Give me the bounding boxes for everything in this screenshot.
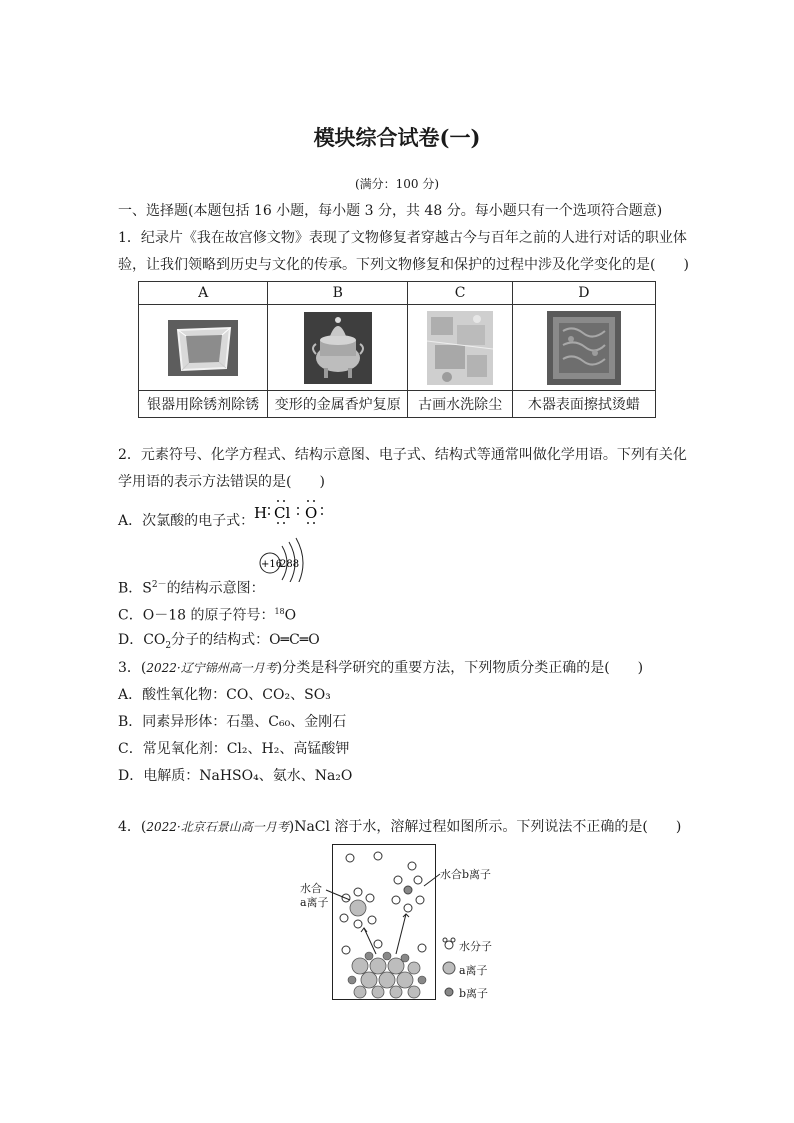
sulfide-structure-diagram [252,536,312,582]
nacl-dissolution-diagram [332,844,436,1000]
q1-image-b-cell [268,305,408,391]
q1-label-d: 木器表面擦拭烫蜡 [512,391,655,418]
legend-water-label: 水分子 [459,940,492,953]
q3-option-b: B．同素异形体：石墨、C₆₀、金刚石 [118,714,347,730]
q3-option-c: C．常见氧化剂：Cl₂、H₂、高锰酸钾 [118,741,350,757]
carved-wood-photo [547,311,621,385]
silver-box-photo [168,320,238,376]
q2-stem-line2: 学用语的表示方法错误的是( ) [118,474,325,490]
crystal-lattice [352,958,420,998]
q1-image-d-cell [512,305,655,391]
hydrated-a-label-1: 水合 [300,882,322,895]
q1-header-d: D [512,282,655,305]
formula-cl: Cl [274,504,291,522]
hydrated-a-label-2: a离子 [300,896,329,909]
q1-header-b: B [268,282,408,305]
q1-header-c: C [408,282,513,305]
formula-o: O [305,504,318,522]
shell-electrons: 288 [280,559,300,570]
q3-stem: 3．(2022·辽宁锦州高一月考)分类是科学研究的重要方法，下列物质分类正确的是( ) [118,660,644,676]
q1-label-c: 古画水洗除尘 [408,391,513,418]
q1-image-c-cell [408,305,513,391]
b-ion-icon [441,984,457,1000]
q4-stem: 4．(2022·北京石景山高一月考)NaCl 溶于水，溶解过程如图所示。下列说法不正确的是( ) [118,819,682,835]
q2-option-d: D．$CO_2$分子的结构式：O═C═O [118,632,320,651]
q2-option-c: C．O－18 的原子符号：$^{18}$O [118,607,297,624]
q2-option-a: A．次氯酸的电子式： [118,513,255,529]
q1-image-a-cell [139,305,268,391]
q1-header-a: A [139,282,268,305]
hydrated-b-label: 水合b离子 [440,868,492,881]
incense-burner-photo [304,312,372,384]
q1-label-b: 变形的金属香炉复原 [268,391,408,418]
q1-options-table [138,281,656,418]
q1-stem-line1: 1．纪录片《我在故宫修文物》表现了文物修复者穿越古今与百年之前的人进行对话的职业体 [118,230,687,246]
hclo-electron-formula [250,496,328,526]
q1-stem-line2: 验，让我们领略到历史与文化的传承。下列文物修复和保护的过程中涉及化学变化的是( ) [118,257,689,273]
a-ion-icon [441,960,457,976]
formula-h: H [254,504,268,522]
full-score: (满分：100 分) [354,177,440,191]
ancient-painting-photo [427,311,493,385]
q2-stem-line1: 2．元素符号、化学方程式、结构示意图、电子式、结构式等通常叫做化学用语。下列有关化 [118,447,687,463]
hydrated-a-pointer [320,886,360,906]
hydrated-b-pointer [420,870,444,890]
q1-label-a: 银器用除锈剂除锈 [139,391,268,418]
legend-b-label: b离子 [459,987,489,1000]
q3-option-a: A．酸性氧化物：CO、CO₂、SO₃ [118,687,331,703]
q3-option-d: D．电解质：NaHSO₄、氨水、Na₂O [118,768,353,784]
legend-a-label: a离子 [459,964,488,977]
q2-option-b: B．$S^{2-}$的结构示意图： [118,580,265,597]
nucleus-charge: +16 [261,559,283,570]
water-molecule-icon [441,936,457,952]
page-title: 模块综合试卷(一) [313,125,481,150]
section-heading: 一、选择题(本题包括 16 小题，每小题 3 分，共 48 分。每小题只有一个选项符合题意) [118,203,663,219]
